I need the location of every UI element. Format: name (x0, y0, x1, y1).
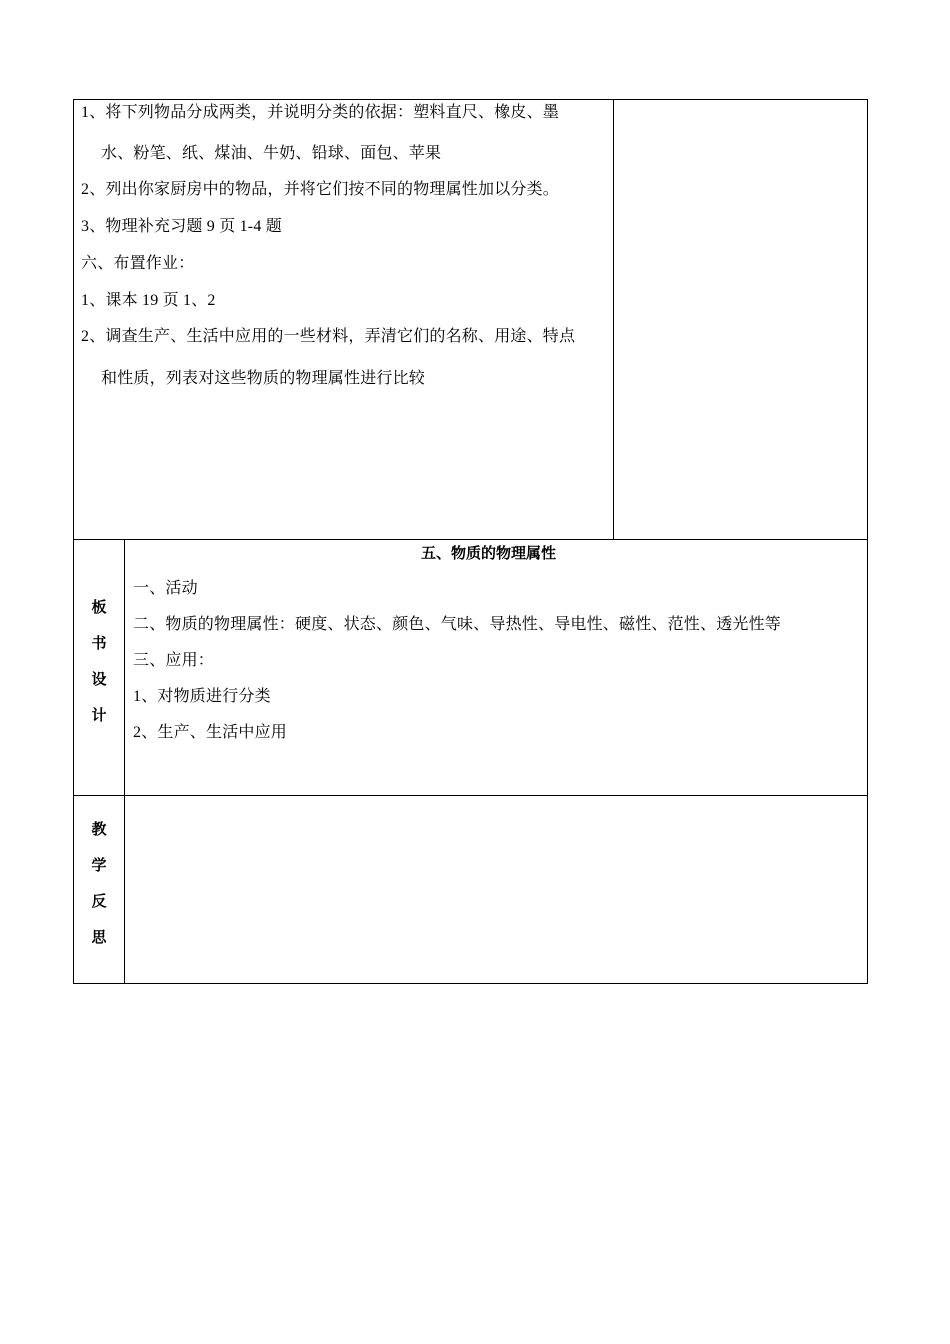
homework-line-3: 和性质，列表对这些物质的物理属性进行比较 (101, 370, 426, 387)
board-line-2: 二、物质的物理属性：硬度、状态、颜色、气味、导热性、导电性、磁性、范性、透光性等 (133, 616, 782, 633)
board-line-5: 2、生产、生活中应用 (133, 724, 288, 741)
row-divider-board (73, 539, 868, 540)
board-line-1: 一、活动 (133, 580, 198, 597)
reflection-label-char: 学 (91, 856, 107, 874)
board-label-char: 计 (91, 706, 107, 724)
board-line-4: 1、对物质进行分类 (133, 688, 271, 705)
homework-line-2: 2、调查生产、生活中应用的一些材料，弄清它们的名称、用途、特点 (81, 328, 576, 345)
homework-line-1: 1、课本 19 页 1、2 (81, 292, 216, 309)
homework-heading: 六、布置作业： (81, 255, 195, 272)
board-line-3: 三、应用： (133, 652, 215, 669)
activity-line-4: 3、物理补充习题 9 页 1-4 题 (81, 218, 282, 235)
board-label-char: 书 (91, 634, 107, 652)
reflection-label-char: 教 (91, 820, 107, 838)
activity-line-3: 2、列出你家厨房中的物品，并将它们按不同的物理属性加以分类。 (81, 181, 560, 198)
reflection-label-char: 反 (91, 892, 107, 910)
board-label-char: 设 (91, 670, 107, 688)
notes-cell (614, 100, 867, 539)
board-title: 五、物质的物理属性 (421, 544, 557, 562)
reflection-content (125, 796, 867, 983)
activity-line-2: 水、粉笔、纸、煤油、牛奶、铅球、面包、苹果 (101, 145, 442, 162)
board-label-char: 板 (91, 598, 107, 616)
activity-line-1: 1、将下列物品分成两类，并说明分类的依据：塑料直尺、橡皮、墨 (81, 104, 560, 121)
reflection-label-char: 思 (91, 928, 107, 946)
